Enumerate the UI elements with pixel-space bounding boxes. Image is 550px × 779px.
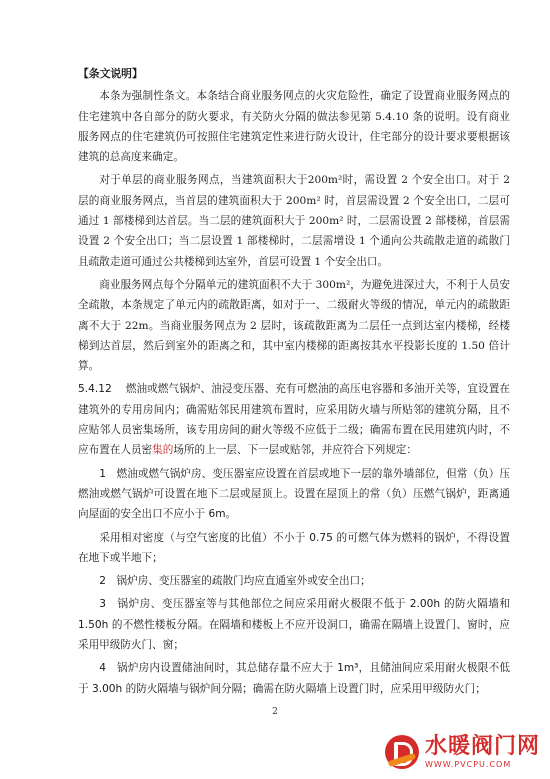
watermark-name: 水暖阀门网: [424, 733, 540, 759]
clause-number: 5.4.12: [78, 383, 112, 396]
section-heading: 【条文说明】: [78, 67, 143, 80]
document-body: [78, 64, 510, 699]
site-watermark: [385, 735, 540, 769]
explain-paragraph-2: 对于单层的商业服务网点，当建筑面积大于200m²时，需设置 2 个安全出口。对于 2 层的商业服务网点，当首层的建筑面积大于 200m² 时，首层需设置 2 个安全出口，二层可通过 1 部楼梯到达首层。当二层的建筑面积大于 200m² 时，二层需设置 2 部楼梯，首层需设置 2 个安全出口；当二层设置 1 部楼梯时，二层需增设 1 个通向公共疏散走道的疏散门且疏散走道可通过公共楼梯到达室外，首层可设置 1 个安全出口。: [78, 174, 510, 268]
clause-item-2: 2 锅炉房、变压器室的疏散门均应直通室外或安全出口；: [99, 575, 371, 588]
clause-item-1-note: 采用相对密度（与空气密度的比值）不小于 0.75 的可燃气体为燃料的锅炉，不得设置在地下或半地下；: [78, 531, 510, 564]
clause-text-marked: 集的: [152, 444, 174, 457]
pvcpu-logo-icon: [385, 735, 419, 769]
clause-item-4: 4 锅炉房内设置储油间时，其总储存量不应大于 1m³，且储油间应采用耐火极限不低于 3.00h 的防火隔墙与锅炉间分隔；确需在防火隔墙上设置门时，应采用甲级防火门；: [78, 662, 510, 695]
clause-item-1: 1 燃油或燃气锅炉房、变压器室应设置在首层或地下一层的靠外墙部位，但常（负）压燃油或燃气锅炉可设置在地下二层或屋顶上。设置在屋顶上的常（负）压燃气锅炉，距离通向屋面的安全出口不应小于 6m。: [78, 467, 510, 521]
clause-item-3: 3 锅炉房、变压器室等与其他部位之间应采用耐火极限不低于 2.00h 的防火隔墙和 1.50h 的不燃性楼板分隔。在隔墙和楼板上不应开设洞口，确需在隔墙上设置门、窗时，应采用甲级防火门、窗；: [78, 598, 510, 652]
clause-text-before: 燃油或燃气锅炉、油浸变压器、充有可燃油的高压电容器和多油开关等，宜设置在建筑外的专用房间内；确需贴邻民用建筑布置时，应采用防火墙与所贴邻的建筑分隔，且不应贴邻人员密集场所，该专用房间的耐火等级不应低于二级；确需布置在民用建筑内时，不应布置在人员密: [78, 383, 510, 457]
watermark-url: WWW.PVCPU.COM: [424, 759, 512, 769]
clause-text-after: 场所的上一层、下一层或贴邻，并应符合下列规定：: [173, 444, 417, 457]
explain-paragraph-3: 商业服务网点每个分隔单元的建筑面积不大于 300m²，为避免进深过大，不利于人员安全疏散，本条规定了单元内的疏散距离，如对于一、二级耐火等级的情况，单元内的疏散距离不大于 22m。当商业服务网点为 2 层时，该疏散距离为二层任一点到达室内楼梯，经楼梯到达首层，然后到室外的距离之和，其中室内楼梯的距离按其水平投影长度的 1.50 倍计算。: [78, 278, 510, 373]
page-number: 2: [272, 707, 278, 717]
clause-5-4-12: [78, 379, 510, 460]
explain-paragraph-1: 本条为强制性条文。本条结合商业服务网点的火灾危险性，确定了设置商业服务网点的住宅建筑中各自部分的防火要求，有关防火分隔的做法参见第 5.4.10 条的说明。设有商业服务网点的住宅建筑仍可按照住宅建筑定性来进行防火设计，住宅部分的设计要求要根据该建筑的总高度来确定。: [78, 90, 510, 164]
